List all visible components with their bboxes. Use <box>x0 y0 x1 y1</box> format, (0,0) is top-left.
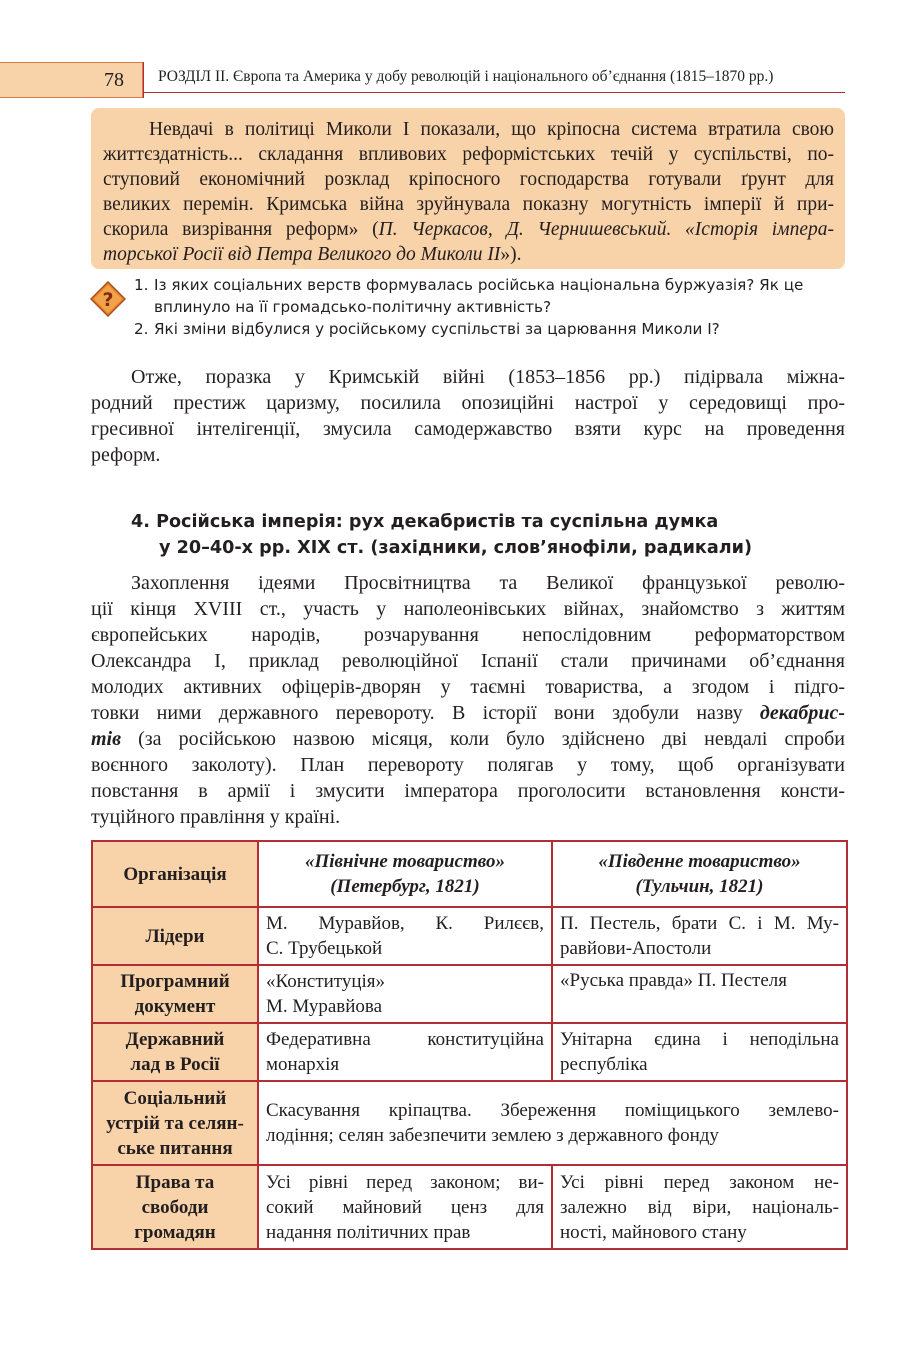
body-paragraph <box>91 570 845 830</box>
table-cell: «Руська правда» П. Пестеля <box>552 965 847 1023</box>
table-cell: М. Муравйов, К. Рилєєв, С. Трубецькой <box>258 907 552 965</box>
row-label: Державний лад в Росії <box>92 1023 258 1081</box>
table-cell: Усі рівні перед законом; ви- сокий майновий ценз для надання політичних прав <box>258 1165 552 1249</box>
svg-text:?: ? <box>102 289 114 311</box>
column-subtitle: (Петербург, 1821) <box>330 876 480 897</box>
paragraph-line: Захоплення ідеями Просвітництва та Великої французької револю- <box>131 572 845 594</box>
paragraph-line: європейських народів, розчарування непослідовним реформаторством <box>91 624 845 646</box>
table-row <box>92 1165 847 1249</box>
table-header-row <box>92 841 847 907</box>
paragraph-line: повстання в армії і змусити імператора проголосити встановлення консти- <box>91 780 845 802</box>
running-header-title: РОЗДІЛ ІІ. Європа та Америка у добу революцій і національного об’єднання (1815–1870 рр.) <box>158 68 774 85</box>
table-cell: «Конституція» М. Муравйова <box>258 965 552 1023</box>
question-diamond-icon <box>90 281 126 317</box>
question-item <box>134 318 846 340</box>
question-number: 2. <box>134 320 149 338</box>
row-label: Соціальний устрій та селян- ське питання <box>92 1081 258 1165</box>
quote-text: »). <box>500 244 522 265</box>
question-text: Які зміни відбулися у російському суспільстві за царювання Миколи І? <box>154 320 720 338</box>
quote-line <box>103 217 834 242</box>
quote-line: ступовий економічний розклад кріпосного господарства готували ґрунт для <box>103 169 834 190</box>
section-title: Російська імперія: рух декабристів та суспільна думка <box>156 512 719 532</box>
table-header-cell: Організація <box>92 841 258 907</box>
table-cell: Унітарна єдина і неподільна республіка <box>552 1023 847 1081</box>
quote-line: Невдачі в політиці Миколи І показали, що кріпосна система втратила свою <box>149 119 834 140</box>
paragraph-line: реформ. <box>91 444 161 466</box>
quote-box <box>91 108 845 269</box>
table-header-cell <box>552 841 847 907</box>
row-label: Права та свободи громадян <box>92 1165 258 1249</box>
quote-text: скорила визрівання реформ» ( <box>103 219 379 240</box>
question-text: Із яких соціальних верств формувалась російська національна буржуазія? Як це <box>154 276 804 294</box>
paragraph-line: ції кінця XVIII ст., участь у наполеонівських війнах, знайомство з життям <box>91 598 845 620</box>
row-label: Програмний документ <box>92 965 258 1023</box>
table-cell: П. Пестель, брати С. і М. Му- равйови-Апостоли <box>552 907 847 965</box>
table-row <box>92 907 847 965</box>
key-term: декабрис- <box>759 702 845 724</box>
table-cell-merged: Скасування кріпацтва. Збереження поміщицького землево- лодіння; селян забезпечити землею з державного фонду <box>258 1081 847 1165</box>
quote-line: життєздатність... складання впливових реформістських течій у суспільстві, по- <box>103 144 834 165</box>
section-number: 4. <box>131 512 150 532</box>
row-label: Лідери <box>92 907 258 965</box>
quote-line: великих перемін. Кримська війна зруйнувала показну могутність імперії й при- <box>103 194 834 215</box>
header-rule <box>143 92 845 93</box>
question-text: вплинуло на її громадсько-політичну активність? <box>154 298 552 316</box>
column-title: «Північне товариство» <box>305 851 505 872</box>
column-title: «Південне товариство» <box>598 851 801 872</box>
paragraph-line <box>91 726 845 752</box>
paragraph-line: родний престиж царизму, посилила опозиційні настрої у середовищі про- <box>91 392 845 414</box>
table-cell: Федеративна конституційна монархія <box>258 1023 552 1081</box>
paragraph-line: гресивної інтелігенції, змусила самодержавство взяти курс на проведення <box>91 418 845 440</box>
table-row <box>92 1023 847 1081</box>
paragraph-line: туційного правління у країні. <box>91 806 341 828</box>
section-heading <box>131 509 831 561</box>
question-item <box>134 274 846 318</box>
table-header-cell <box>258 841 552 907</box>
paragraph-line: Отже, поразка у Кримській війні (1853–1856 рр.) підірвала міжна- <box>131 366 845 388</box>
review-questions <box>134 274 846 340</box>
section-title: у 20–40-х рр. ХІХ ст. (західники, слов’янофіли, радикали) <box>159 538 752 558</box>
paragraph-text: товки ними державного перевороту. В історії вони здобули назву <box>91 702 760 724</box>
paragraph-line: Олександра І, приклад революційної Іспанії стали причинами об’єднання <box>91 650 845 672</box>
quote-source: П. Черкасов, Д. Чернишевський. «Історія імпера- <box>378 219 834 240</box>
table-row <box>92 965 847 1023</box>
table-row <box>92 1081 847 1165</box>
question-number: 1. <box>134 276 149 294</box>
quote-source: торської Росії від Петра Великого до Миколи ІІ <box>103 244 501 265</box>
paragraph-text: (за російською назвою місяця, коли було здійснено дві невдалі спроби <box>121 728 845 750</box>
paragraph-line <box>91 700 845 726</box>
table-cell: Усі рівні перед законом не- залежно від віри, національ- ності, майнового стану <box>552 1165 847 1249</box>
page-number: 78 <box>104 69 124 91</box>
paragraph-line: воєнного заколоту). План перевороту полягав у тому, щоб організувати <box>91 754 845 776</box>
paragraph-line: молодих активних офіцерів-дворян у таємні товариства, а згодом і підго- <box>91 676 845 698</box>
key-term: тів <box>91 728 122 750</box>
quote-line <box>103 242 834 267</box>
column-subtitle: (Тульчин, 1821) <box>635 876 764 897</box>
body-paragraph <box>91 364 845 468</box>
decembrist-societies-table <box>91 840 848 1250</box>
